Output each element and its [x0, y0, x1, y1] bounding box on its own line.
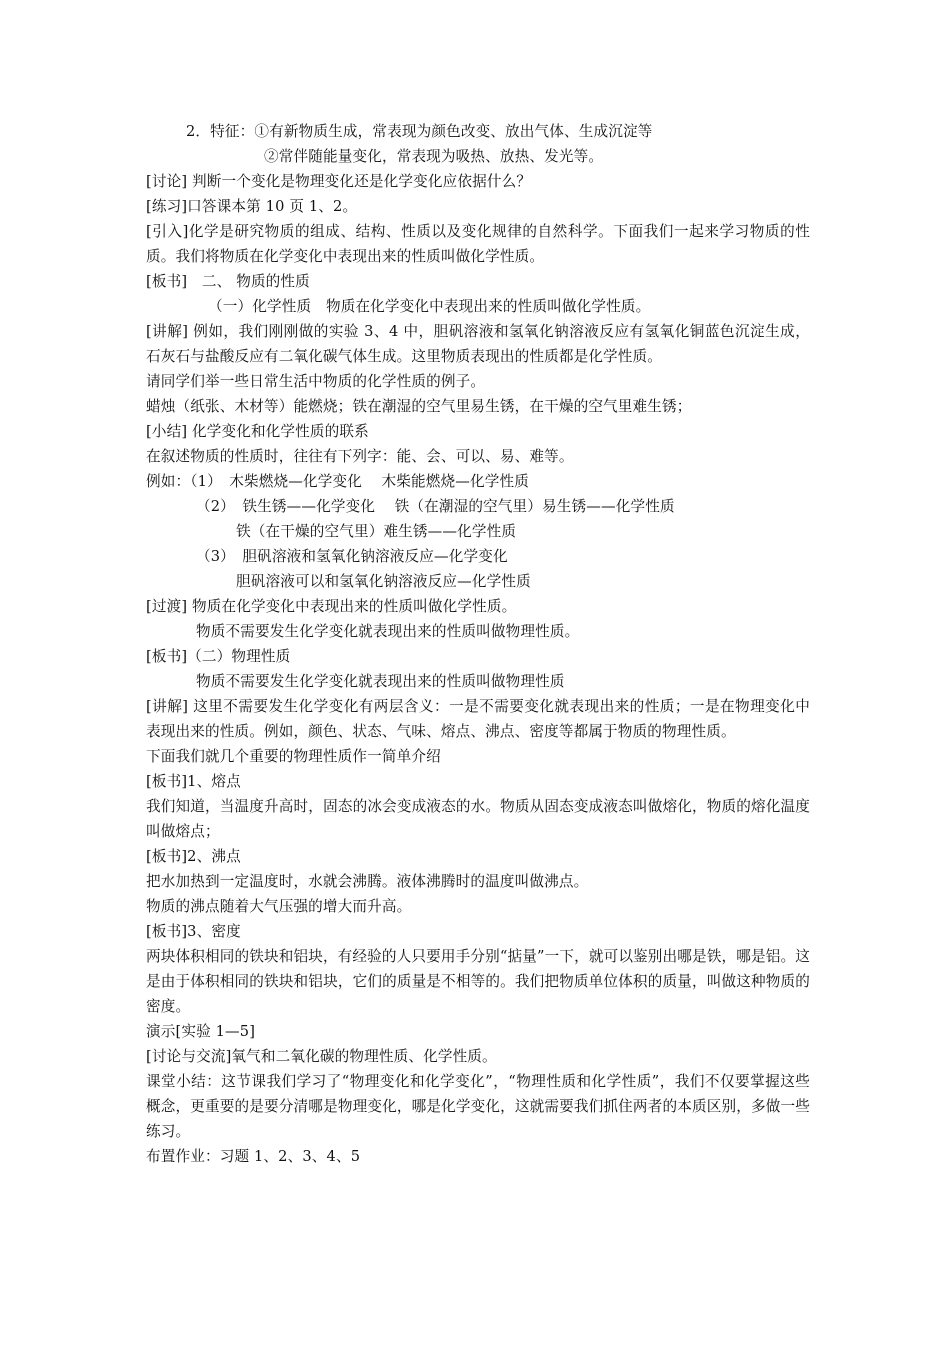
homework-line: 布置作业：习题 1、2、3、4、5: [146, 1148, 361, 1165]
boiling-point-line-2: 物质的沸点随着大气压强的增大而升高。: [146, 898, 412, 915]
feature-line-2: ②常伴随能量变化，常表现为吸热、放热、发光等。: [264, 148, 604, 165]
discussion-exchange-line: [讨论与交流]氧气和二氧化碳的物理性质、化学性质。: [146, 1048, 497, 1065]
lesson-plan-text: [146, 119, 810, 1169]
physical-property-definition: 物质不需要发生化学变化就表现出来的性质叫做物理性质: [196, 673, 565, 690]
discussion-line: [讨论] 判断一个变化是物理变化还是化学变化应依据什么？: [146, 173, 532, 190]
chemical-property-definition: （一）化学性质 物质在化学变化中表现出来的性质叫做化学性质。: [208, 298, 651, 315]
board-heading-physical: [板书]（二）物理性质: [146, 648, 291, 665]
transition-line: [过渡] 物质在化学变化中表现出来的性质叫做化学性质。: [146, 598, 517, 615]
transition-line-2: 物质不需要发生化学变化就表现出来的性质叫做物理性质。: [196, 623, 580, 640]
keywords-line: 在叙述物质的性质时，往往有下列字：能、会、可以、易、难等。: [146, 448, 574, 465]
summary-heading: [小结] 化学变化和化学性质的联系: [146, 423, 369, 440]
example-2-line: （2） 铁生锈——化学变化 铁（在潮湿的空气里）易生锈——化学性质: [196, 498, 675, 515]
density-paragraph: 两块体积相同的铁块和铝块，有经验的人只要用手分别“掂量”一下，就可以鉴别出哪是铁，哪是铝。这是由于体积相同的铁块和铝块，它们的质量是不相等的。我们把物质单位体积的质量，叫做这种物质的密度。: [146, 948, 810, 1015]
boiling-point-line-1: 把水加热到一定温度时，水就会沸腾。液体沸腾时的温度叫做沸点。: [146, 873, 589, 890]
introduction-paragraph: [引入]化学是研究物质的组成、结构、性质以及变化规律的自然科学。下面我们一起来学习物质的性质。我们将物质在化学变化中表现出来的性质叫做化学性质。: [146, 223, 810, 265]
examples-line: 蜡烛（纸张、木材等）能燃烧；铁在潮湿的空气里易生锈，在干燥的空气里难生锈；: [146, 398, 692, 415]
board-density: [板书]3、密度: [146, 923, 241, 940]
class-summary-paragraph: 课堂小结：这节课我们学习了“物理变化和化学变化”，“物理性质和化学性质”，我们不仅要掌握这些概念，更重要的是要分清哪是物理变化，哪是化学变化，这就需要我们抓住两者的本质区别，多做一些练习。: [146, 1073, 810, 1140]
board-boiling-point: [板书]2、沸点: [146, 848, 241, 865]
example-3b-line: 胆矾溶液可以和氢氧化钠溶液反应—化学性质: [236, 573, 531, 590]
melting-point-paragraph: 我们知道，当温度升高时，固态的冰会变成液态的水。物质从固态变成液态叫做熔化，物质的熔化温度叫做熔点；: [146, 798, 810, 840]
demo-line: 演示[实验 1—5]: [146, 1023, 256, 1040]
example-1-line: 例如：（1） 木柴燃烧—化学变化 木柴能燃烧—化学性质: [146, 473, 529, 490]
example-3-line: （3） 胆矾溶液和氢氧化钠溶液反应—化学变化: [196, 548, 508, 565]
board-melting-point: [板书]1、熔点: [146, 773, 241, 790]
intro-physical-properties: 下面我们就几个重要的物理性质作一简单介绍: [146, 748, 441, 765]
example-2b-line: 铁（在干燥的空气里）难生锈——化学性质: [236, 523, 517, 540]
explanation-paragraph-2: [讲解] 这里不需要发生化学变化有两层含义：一是不需要变化就表现出来的性质；一是在物理变化中表现出来的性质。例如，颜色、状态、气味、熔点、沸点、密度等都属于物质的物理性质。: [146, 698, 810, 740]
explanation-paragraph-1: [讲解] 例如，我们刚刚做的实验 3、4 中，胆矾溶液和氢氧化钠溶液反应有氢氧化铜蓝色沉淀生成，石灰石与盐酸反应有二氧化碳气体生成。这里物质表现出的性质都是化学性质。: [146, 323, 810, 365]
feature-line-1: 2．特征：①有新物质生成，常表现为颜色改变、放出气体、生成沉淀等: [186, 123, 653, 140]
exercise-line: [练习]口答课本第 10 页 1、2。: [146, 198, 358, 215]
board-heading-properties: [板书] 二、 物质的性质: [146, 273, 310, 290]
example-request-line: 请同学们举一些日常生活中物质的化学性质的例子。: [146, 373, 486, 390]
